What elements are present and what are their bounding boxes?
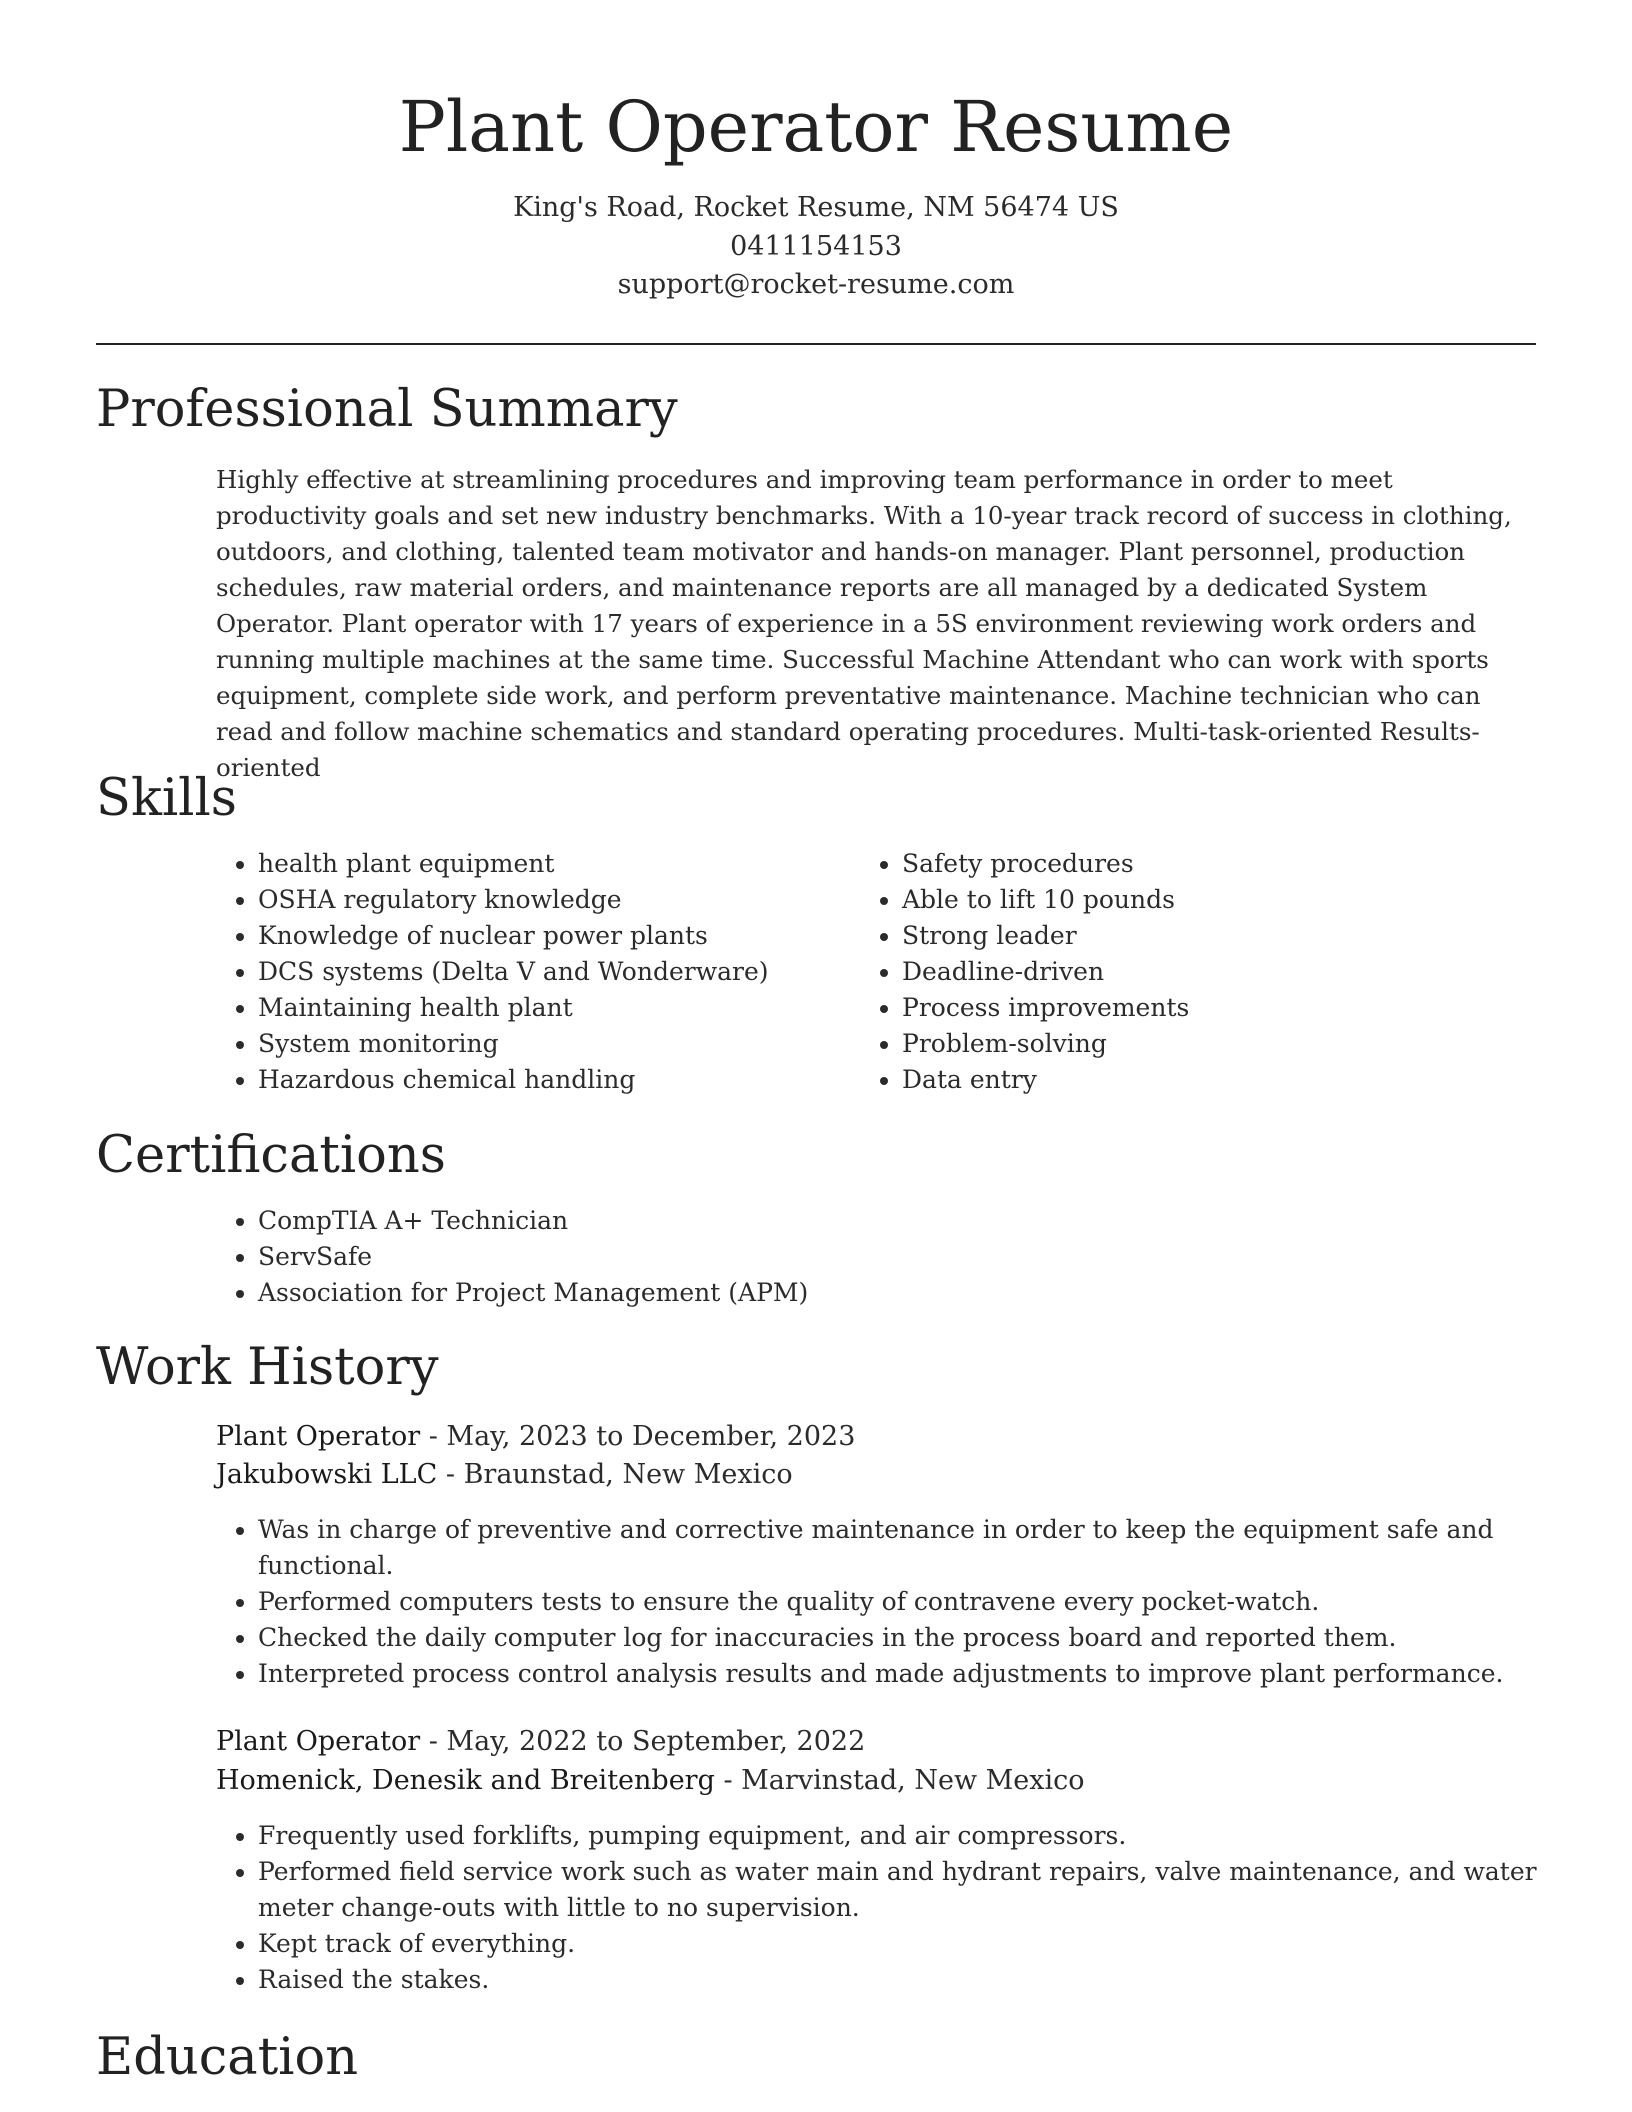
list-item: • Performed computers tests to ensure the quality of contravene every pocket-watch. [258,1584,1558,1620]
job-company: Jakubowski LLC [216,1459,438,1490]
job-title: Plant Operator [216,1726,421,1757]
list-item: • System monitoring [258,1026,858,1062]
job-dates: - May, 2023 to December, 2023 [420,1421,856,1452]
list-item: • Strong leader [902,918,1502,954]
list-item: • Safety procedures [902,846,1502,882]
skills-heading: Skills [96,769,237,828]
list-item: • Maintaining health plant [258,990,858,1026]
list-item: • Was in charge of preventive and corrective maintenance in order to keep the equipment safe and functional. [258,1512,1558,1584]
job-company-line [216,1456,793,1494]
list-item: • Interpreted process control analysis results and made adjustments to improve plant performance. [258,1656,1558,1692]
list-item: • CompTIA A+ Technician [258,1203,1558,1239]
header-divider [96,343,1536,345]
list-item: • DCS systems (Delta V and Wonderware) [258,954,858,990]
list-item: • Problem-solving [902,1026,1502,1062]
list-item: • ServSafe [258,1239,1558,1275]
list-item: • OSHA regulatory knowledge [258,882,858,918]
list-item: • Raised the stakes. [258,1962,1558,1998]
job-title: Plant Operator [216,1421,421,1452]
list-item: • Data entry [902,1062,1502,1098]
contact-address: King's Road, Rocket Resume, NM 56474 US [513,192,1119,223]
job-company-line [216,1762,1085,1800]
list-item: • Knowledge of nuclear power plants [258,918,858,954]
education-heading: Education [96,2028,359,2087]
summary-heading: Professional Summary [96,380,678,439]
certifications-list [214,1203,1558,1311]
list-item: • Kept track of everything. [258,1926,1558,1962]
job-title-line [216,1723,865,1761]
list-item: • Process improvements [902,990,1502,1026]
work-history-heading: Work History [96,1338,439,1397]
list-item: • Hazardous chemical handling [258,1062,858,1098]
job-bullets [214,1818,1558,1998]
list-item: • Able to lift 10 pounds [902,882,1502,918]
list-item: • Performed field service work such as water main and hydrant repairs, valve maintenance, and water meter change-outs with little to no supervision. [258,1854,1558,1926]
list-item: • Frequently used forklifts, pumping equipment, and air compressors. [258,1818,1558,1854]
list-item: • Deadline-driven [902,954,1502,990]
list-item: • Association for Project Management (APM) [258,1275,1558,1311]
job-bullets [214,1512,1558,1692]
resume-title: Plant Operator Resume [398,86,1234,168]
certifications-heading: Certifications [96,1126,446,1185]
job-location: - Marvinstad, New Mexico [714,1765,1085,1796]
job-company: Homenick, Denesik and Breitenberg [216,1765,715,1796]
skills-list-right [858,846,1502,1098]
list-item: • health plant equipment [258,846,858,882]
job-location: - Braunstad, New Mexico [437,1459,793,1490]
list-item: • Checked the daily computer log for inaccuracies in the process board and reported them. [258,1620,1558,1656]
skills-list-left [214,846,858,1098]
contact-phone: 0411154153 [730,231,902,262]
contact-email: support@rocket-resume.com [617,269,1015,300]
job-title-line [216,1418,855,1456]
job-dates: - May, 2022 to September, 2022 [420,1726,866,1757]
summary-text: Highly effective at streamlining procedures and improving team performance in order to meet productivity goals and set new industry benchmarks. With a 10-year track record of success in clothing, outdoors, and clothing, talented team motivator and hands-on manager. Plant personnel, production schedules, raw material orders, and maintenance reports are all managed by a dedicated System Operator. Plant operator with 17 years of experience in a 5S environment reviewing work orders and running multiple machines at the same time. Successful Machine Attendant who can work with sports equipment, complete side work, and perform preventative maintenance. Machine technician who can read and follow machine schematics and standard operating procedures. Multi-task-oriented Results-oriented [216,465,1512,782]
